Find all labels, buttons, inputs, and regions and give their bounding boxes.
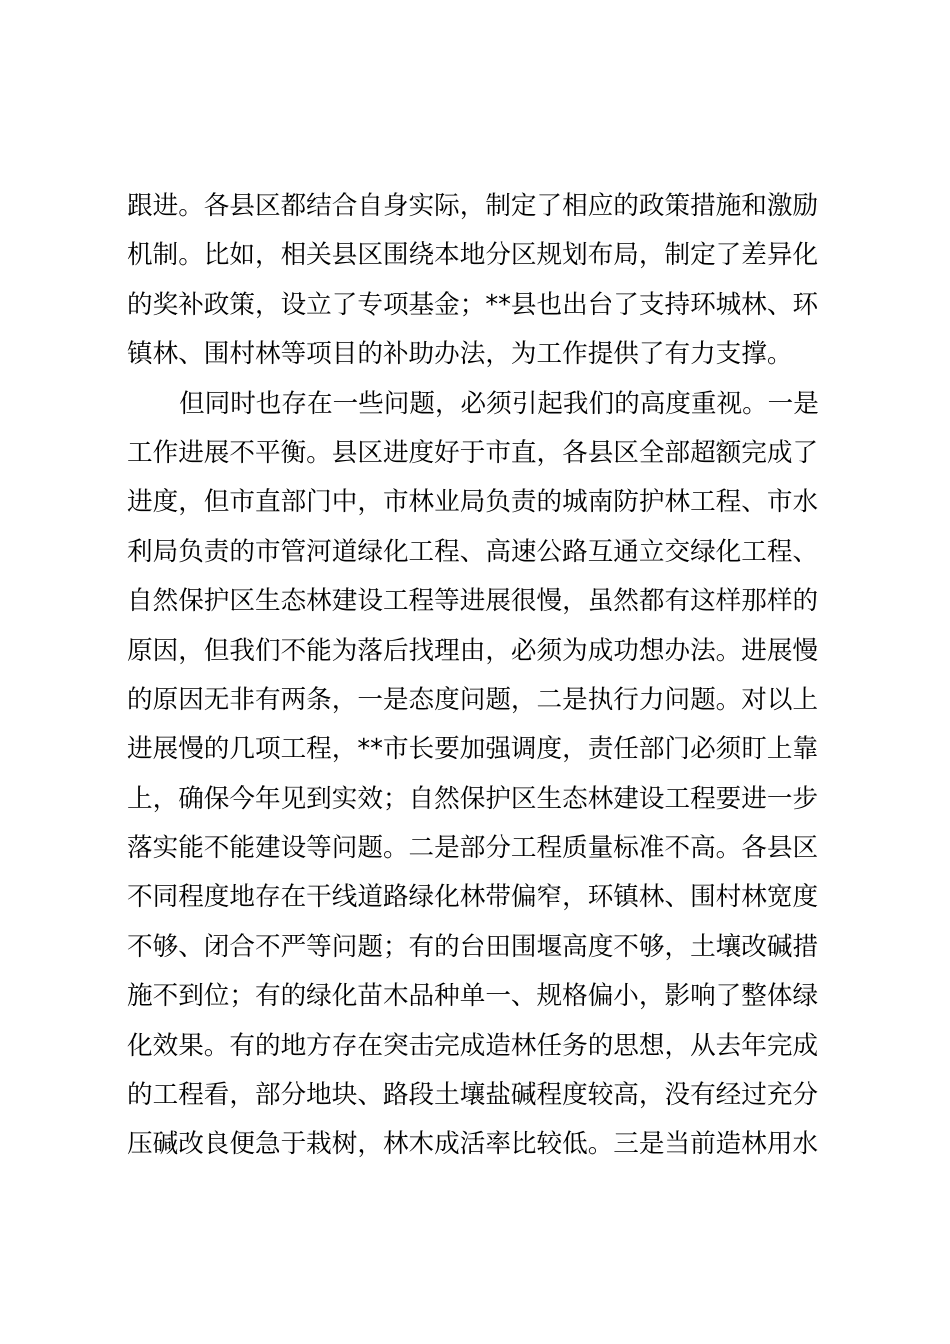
- text-line: 不同程度地存在干线道路绿化林带偏窄，环镇林、围村林宽度: [127, 882, 819, 913]
- text-line: 镇林、围村林等项目的补助办法，为工作提供了有力支撑。: [127, 339, 793, 370]
- text-line: 自然保护区生态林建设工程等进展很慢，虽然都有这样那样的: [127, 586, 819, 617]
- text-line: 压碱改良便急于栽树，林木成活率比较低。三是当前造林用水: [127, 1129, 819, 1160]
- text-line: 化效果。有的地方存在突击完成造林任务的思想，从去年完成: [127, 1030, 819, 1061]
- text-line: 进展慢的几项工程，**市长要加强调度，责任部门必须盯上靠: [127, 734, 819, 765]
- text-line: 不够、闭合不严等问题；有的台田围堰高度不够，土壤改碱措: [127, 931, 819, 962]
- text-line: 落实能不能建设等问题。二是部分工程质量标准不高。各县区: [127, 833, 819, 864]
- paragraph-start-line: 但同时也存在一些问题，必须引起我们的高度重视。一是: [179, 388, 819, 419]
- text-line: 机制。比如，相关县区围绕本地分区规划布局，制定了差异化: [127, 240, 819, 271]
- text-line: 利局负责的市管河道绿化工程、高速公路互通立交绿化工程、: [127, 536, 819, 567]
- text-line: 的原因无非有两条，一是态度问题，二是执行力问题。对以上: [127, 684, 819, 715]
- text-line: 进度，但市直部门中，市林业局负责的城南防护林工程、市水: [127, 487, 819, 518]
- text-line: 的工程看，部分地块、路段土壤盐碱程度较高，没有经过充分: [127, 1080, 819, 1111]
- text-line: 上，确保今年见到实效；自然保护区生态林建设工程要进一步: [127, 783, 819, 814]
- text-line: 施不到位；有的绿化苗木品种单一、规格偏小，影响了整体绿: [127, 981, 819, 1012]
- text-line: 原因，但我们不能为落后找理由，必须为成功想办法。进展慢: [127, 635, 819, 666]
- text-line: 跟进。各县区都结合自身实际，制定了相应的政策措施和激励: [127, 191, 819, 221]
- text-line: 的奖补政策，设立了专项基金；**县也出台了支持环城林、环: [127, 289, 819, 320]
- text-line: 工作进展不平衡。县区进度好于市直，各县区全部超额完成了: [127, 437, 819, 468]
- body-text: [127, 182, 837, 1170]
